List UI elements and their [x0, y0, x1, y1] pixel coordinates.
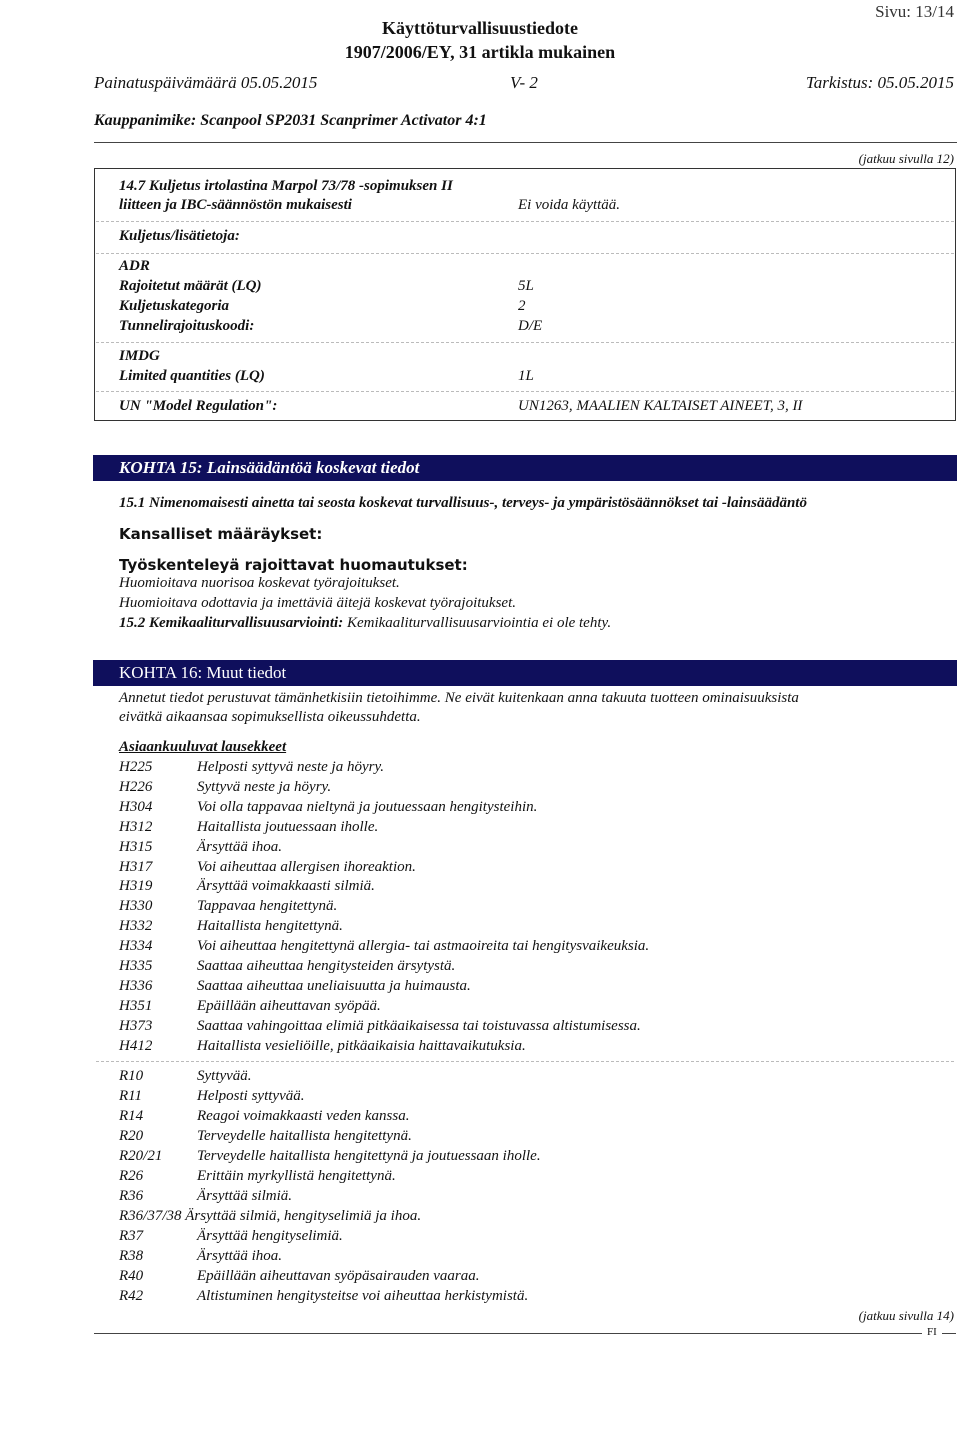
list-item: R36 Ärsyttää silmiä.	[119, 1188, 293, 1204]
list-item: R20 Terveydelle haitallista hengitettynä.	[119, 1128, 412, 1144]
list-item: H315 Ärsyttää ihoa.	[119, 839, 282, 855]
print-date: Painatuspäivämäärä 05.05.2015	[94, 73, 318, 92]
list-item: R10 Syttyvää.	[119, 1068, 252, 1084]
list-item: R42 Altistuminen hengitysteitse voi aiheuttaa herkistymistä.	[119, 1288, 529, 1304]
phrases-divider	[96, 1061, 954, 1062]
disclaimer-line-1: Annetut tiedot perustuvat tämänhetkisiin tietoihimme. Ne eivät kuitenkaan anna takuuta tuotteen ominaisuuksista	[119, 690, 799, 706]
list-item: R11 Helposti syttyvää.	[119, 1088, 305, 1104]
page-number: Sivu: 13/14	[875, 2, 954, 21]
national-regulations-label: Kansalliset määräykset:	[119, 525, 323, 543]
list-item: H330 Tappavaa hengitettynä.	[119, 898, 338, 914]
footer-country-code: FI	[927, 1326, 937, 1338]
model-regulation-label: UN "Model Regulation":	[119, 398, 278, 414]
list-item: R40 Epäillään aiheuttavan syöpäsairauden vaaraa.	[119, 1268, 480, 1284]
footer-rule-right	[942, 1333, 956, 1334]
transport-info-label: Kuljetus/lisätietoja:	[119, 228, 240, 244]
work-restriction-1: Huomioitava nuorisoa koskevat työrajoitukset.	[119, 575, 400, 591]
continued-from: (jatkuu sivulla 12)	[858, 151, 954, 166]
imdg-lq-value: 1L	[518, 368, 534, 384]
list-item: R14 Reagoi voimakkaasti veden kanssa.	[119, 1108, 410, 1124]
imdg-lq-label: Limited quantities (LQ)	[119, 368, 265, 384]
list-item: H334 Voi aiheuttaa hengitettynä allergia- tai astmaoireita tai hengitysvaikeuksia.	[119, 938, 650, 954]
lq-label: Rajoitetut määrät (LQ)	[119, 278, 262, 294]
imdg-heading: IMDG	[119, 348, 160, 364]
section-16-band	[93, 660, 957, 686]
list-item: R20/21 Terveydelle haitallista hengitettynä ja joutuessaan iholle.	[119, 1148, 541, 1164]
continued-to: (jatkuu sivulla 14)	[858, 1308, 954, 1323]
list-item: H332 Haitallista hengitettynä.	[119, 918, 343, 934]
section-15-2-value: Kemikaaliturvallisuusarviointia ei ole tehty.	[346, 615, 612, 631]
category-label: Kuljetuskategoria	[119, 298, 230, 314]
list-item: R37 Ärsyttää hengityselimiä.	[119, 1228, 343, 1244]
marpol-label-line1: 14.7 Kuljetus irtolastina Marpol 73/78 -sopimuksen II	[119, 178, 453, 194]
section-15-band	[93, 455, 957, 481]
transport-divider	[96, 391, 954, 392]
document-regulation: 1907/2006/EY, 31 artikla mukainen	[344, 42, 616, 62]
section-16-heading: KOHTA 16: Muut tiedot	[119, 663, 287, 682]
tunnel-value: D/E	[518, 318, 543, 334]
chemical-safety-assessment	[119, 615, 611, 632]
list-item: H336 Saattaa aiheuttaa uneliaisuutta ja huimausta.	[119, 978, 471, 994]
list-item: R38 Ärsyttää ihoa.	[119, 1248, 282, 1264]
revision-date: Tarkistus: 05.05.2015	[805, 73, 954, 92]
list-item: H351 Epäillään aiheuttavan syöpää.	[119, 998, 381, 1014]
section-15-2-label: 15.2 Kemikaaliturvallisuusarviointi:	[119, 615, 344, 631]
disclaimer-line-2: eivätkä aikaansaa sopimuksellista oikeussuhdetta.	[119, 709, 421, 725]
section-15-1-heading: 15.1 Nimenomaisesti ainetta tai seosta koskevat turvallisuus-, terveys- ja ympäristösäännökset tai -lainsäädäntö	[119, 495, 807, 511]
work-restriction-2: Huomioitava odottavia ja imettäviä äitejä koskevat työrajoitukset.	[119, 595, 517, 611]
lq-value: 5L	[518, 278, 534, 294]
list-item: H412 Haitallista vesieliöille, pitkäaikaisia haittavaikutuksia.	[119, 1038, 526, 1054]
category-value: 2	[518, 298, 526, 314]
list-item: H304 Voi olla tappavaa nieltynä ja joutuessaan hengitysteihin.	[119, 799, 538, 815]
footer-rule-left	[94, 1333, 922, 1334]
transport-divider	[96, 342, 954, 343]
adr-heading: ADR	[119, 258, 150, 274]
trade-name: Kauppanimike: Scanpool SP2031 Scanprimer Activator 4:1	[94, 112, 487, 129]
marpol-label-line2: liitteen ja IBC-säännöstön mukaisesti	[119, 197, 352, 213]
list-item: H373 Saattaa vahingoittaa elimiä pitkäaikaisessa tai toistuvassa altistumisessa.	[119, 1018, 641, 1034]
list-item: R36/37/38 Ärsyttää silmiä, hengityselimiä ja ihoa.	[119, 1208, 422, 1224]
transport-divider	[96, 253, 954, 254]
list-item: H317 Voi aiheuttaa allergisen ihoreaktion.	[119, 859, 416, 875]
list-item: H312 Haitallista joutuessaan iholle.	[119, 819, 379, 835]
work-restrictions-label: Työskenteleyä rajoittavat huomautukset:	[119, 556, 468, 574]
list-item: H226 Syttyvä neste ja höyry.	[119, 779, 332, 795]
tunnel-label: Tunnelirajoituskoodi:	[119, 318, 255, 334]
list-item: H335 Saattaa aiheuttaa hengitysteiden ärsytystä.	[119, 958, 456, 974]
header-divider	[94, 142, 957, 143]
version: V- 2	[510, 73, 538, 92]
list-item: R26 Erittäin myrkyllistä hengitettynä.	[119, 1168, 396, 1184]
section-15-heading: KOHTA 15: Lainsäädäntöä koskevat tiedot	[119, 458, 420, 477]
transport-divider	[96, 221, 954, 222]
relevant-phrases-heading: Asiaankuuluvat lausekkeet	[119, 739, 287, 755]
marpol-value: Ei voida käyttää.	[518, 197, 621, 213]
list-item: H319 Ärsyttää voimakkaasti silmiä.	[119, 878, 375, 894]
list-item: H225 Helposti syttyvä neste ja höyry.	[119, 759, 385, 775]
model-regulation-value: UN1263, MAALIEN KALTAISET AINEET, 3, II	[518, 398, 803, 414]
document-title: Käyttöturvallisuustiedote	[382, 18, 578, 38]
